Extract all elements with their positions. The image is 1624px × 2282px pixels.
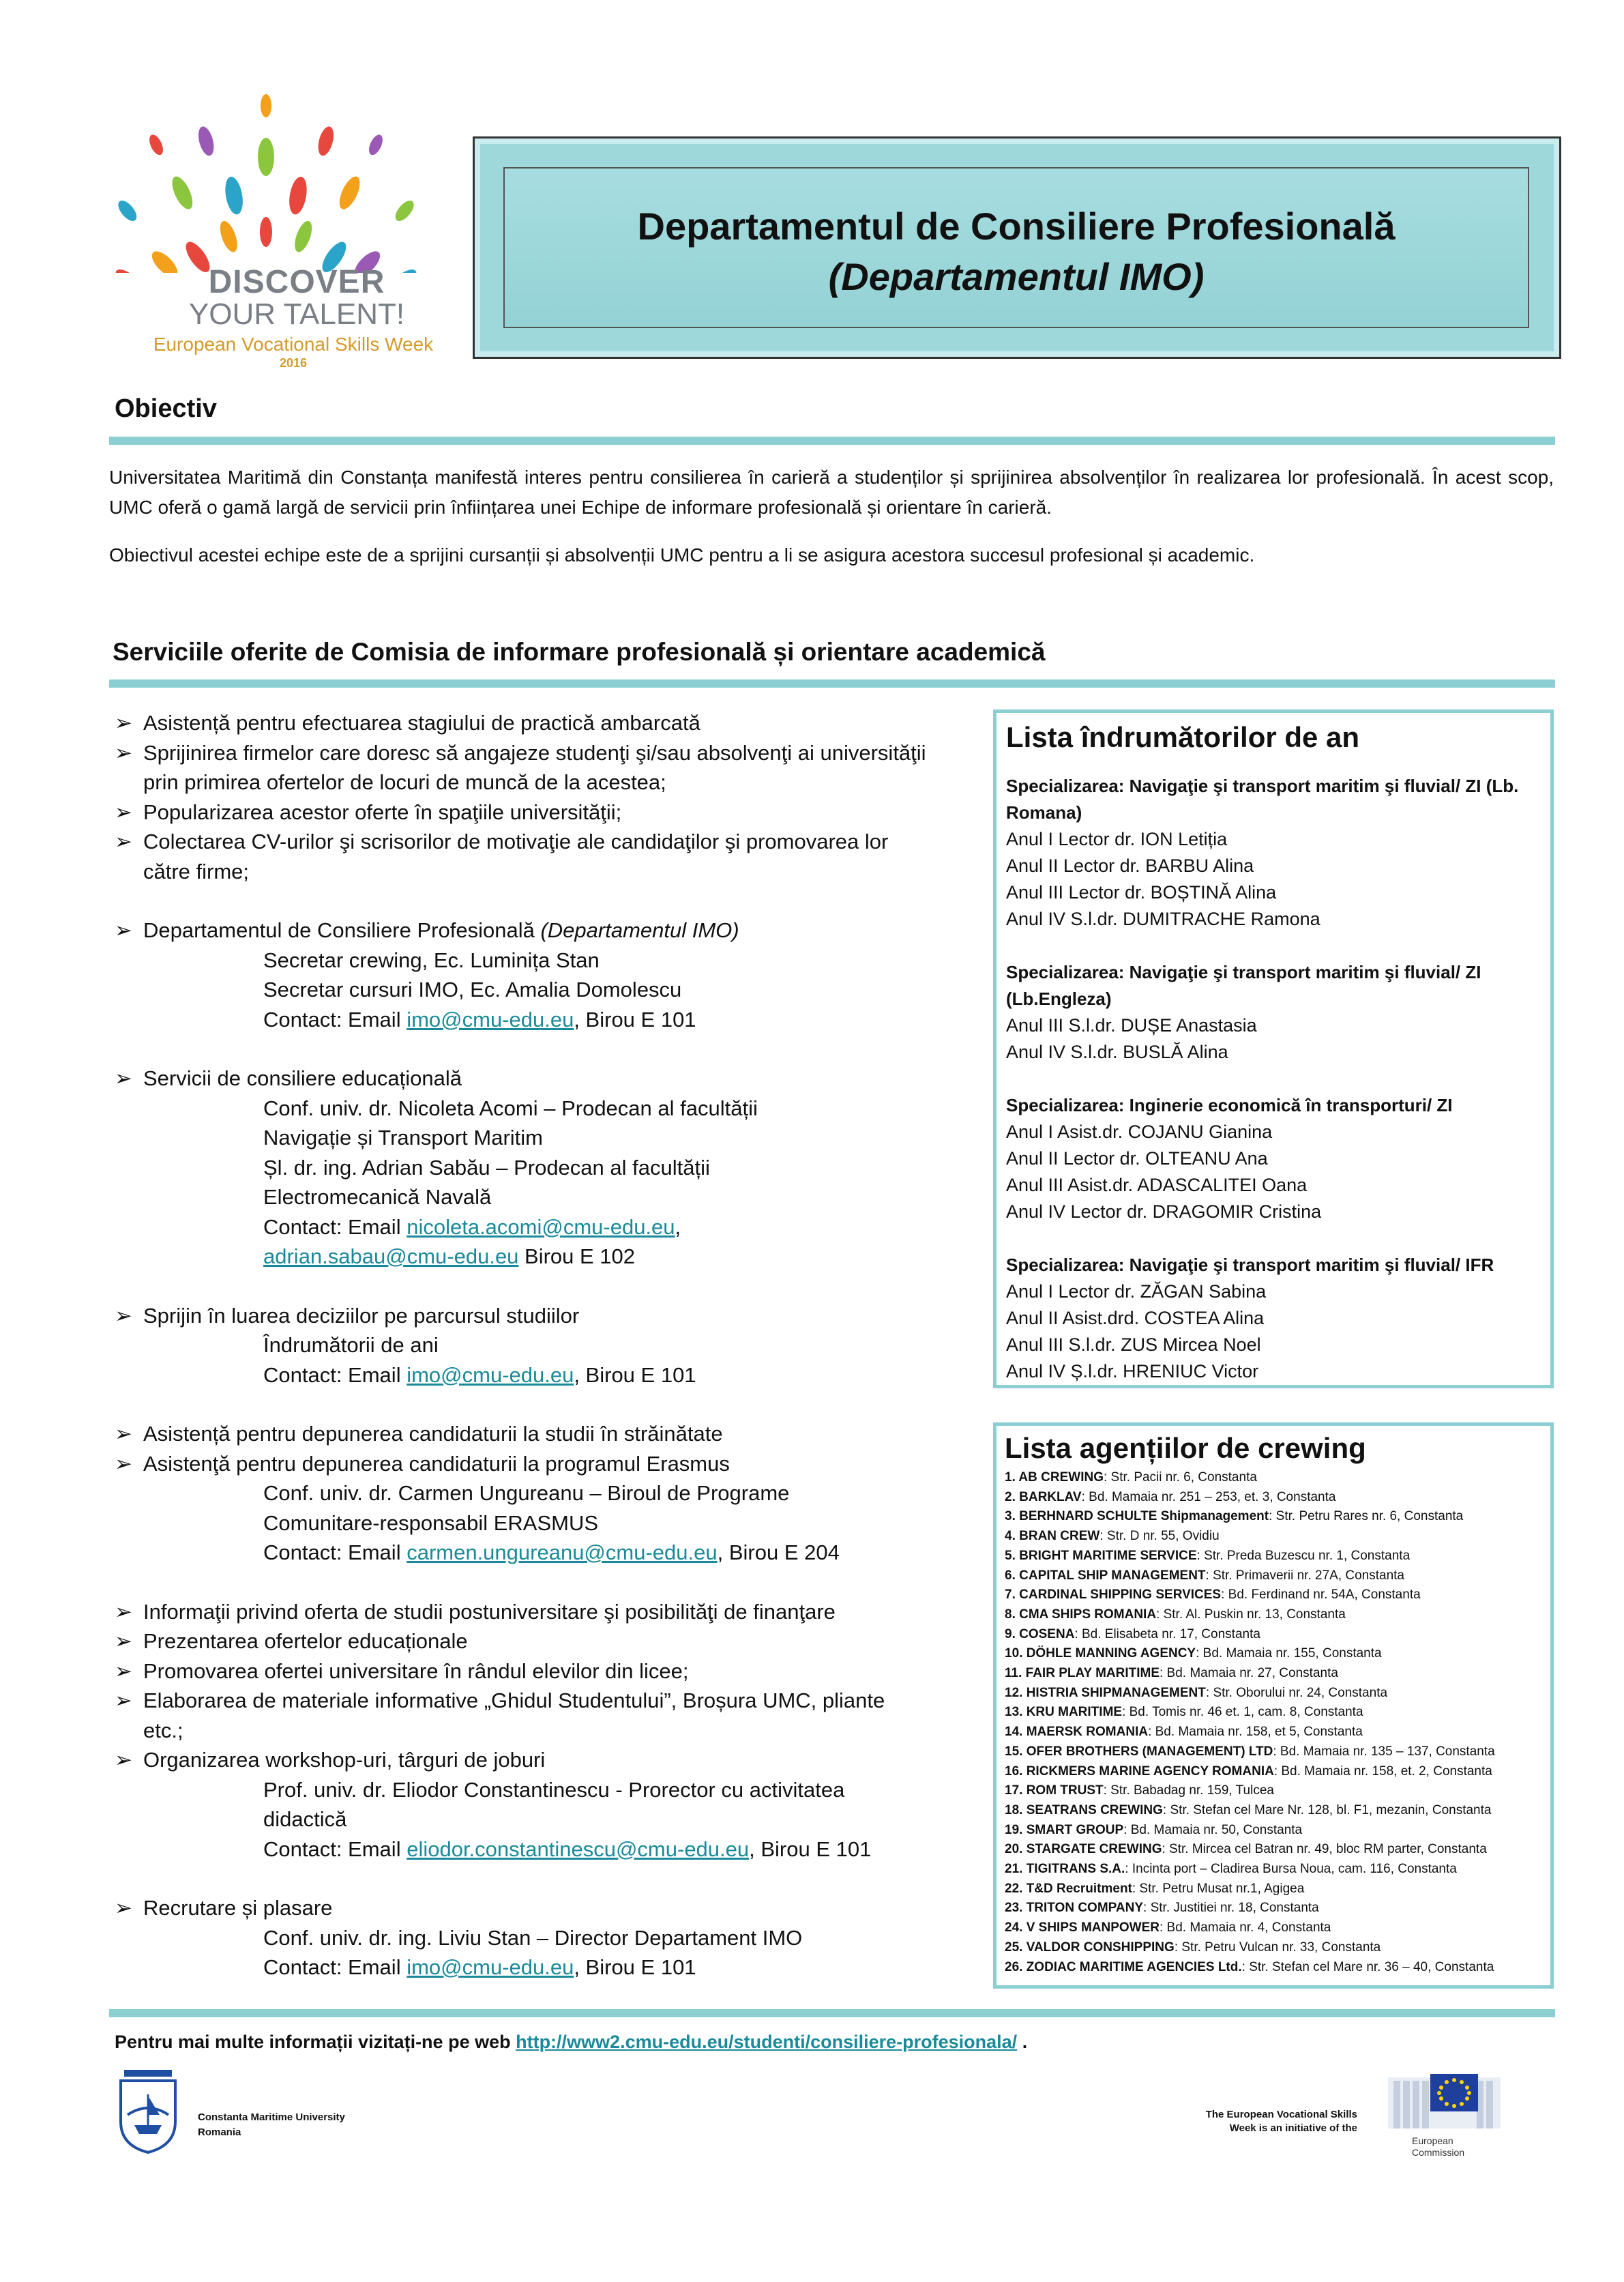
list-item: 20. STARGATE CREWING: Str. Mircea cel Batran nr. 49, bloc RM parter, Constanta xyxy=(1005,1842,1487,1857)
arrow-bullet-icon: ➢ xyxy=(115,1422,132,1446)
list-item: 3. BERHNARD SCHULTE Shipmanagement: Str. Petru Rares nr. 6, Constanta xyxy=(1005,1509,1464,1524)
list-item: 14. MAERSK ROMANIA: Bd. Mamaia nr. 158, et 5, Constanta xyxy=(1005,1725,1363,1740)
list-item: 18. SEATRANS CREWING: Str. Stefan cel Mare Nr. 128, bl. F1, mezanin, Constanta xyxy=(1005,1802,1492,1817)
tutor-group xyxy=(1006,959,1541,1066)
tutor-line: Anul II Asist.drd. COSTEA Alina xyxy=(1006,1308,1265,1328)
tutors-box xyxy=(993,710,1554,1388)
specialization-label: Specializarea: Navigaţie şi transport maritim şi fluvial/ IFR xyxy=(1006,1255,1494,1275)
arrow-bullet-icon: ➢ xyxy=(115,1599,132,1624)
list-item: 19. SMART GROUP: Bd. Mamaia nr. 50, Constanta xyxy=(1005,1822,1303,1837)
constantinescu-email-link[interactable]: eliodor.constantinescu@cmu-edu.eu xyxy=(407,1837,750,1861)
staff-line: Conf. univ. dr. Carmen Ungureanu – Biroul de Programe Comunitare-responsabil ERASMUS xyxy=(263,1481,790,1535)
list-item: 21. TIGITRANS S.A.: Incinta port – Cladirea Bursa Noua, cam. 116, Constanta xyxy=(1005,1862,1457,1877)
tutor-line: Anul III Lector dr. BOȘTINĂ Alina xyxy=(1006,882,1277,903)
logo-line-talent: YOUR TALENT! xyxy=(188,297,405,331)
list-item: ➢ Recrutare și plasare xyxy=(115,1893,933,1923)
title-banner xyxy=(473,136,1561,359)
arrow-bullet-icon: ➢ xyxy=(115,918,132,942)
list-item: 6. CAPITAL SHIP MANAGEMENT: Str. Primaverii nr. 27A, Constanta xyxy=(1005,1568,1404,1583)
list-item: ➢ Popularizarea acestor oferte în spaţiile universităţii; xyxy=(115,798,933,828)
evsw-caption: The European Vocational Skills Week is an initiative of the xyxy=(1205,2109,1357,2134)
specialization-label: Specializarea: Inginerie economică în transporturi/ ZI xyxy=(1006,1095,1453,1115)
list-item: 16. RICKMERS MARINE AGENCY ROMANIA: Bd. Mamaia nr. 158, et. 2, Constanta xyxy=(1005,1764,1492,1779)
staff-line: Conf. univ. dr. Nicoleta Acomi – Prodecan al facultății Navigație și Transport Maritim xyxy=(263,1096,758,1150)
imo-email-link[interactable]: imo@cmu-edu.eu xyxy=(407,1362,574,1387)
acomi-email-link[interactable]: nicoleta.acomi@cmu-edu.eu xyxy=(407,1214,675,1239)
tutor-line: Anul III S.l.dr. ZUS Mircea Noel xyxy=(1006,1334,1261,1355)
tutor-line: Anul IV S.l.dr. DUMITRACHE Ramona xyxy=(1006,909,1320,929)
page-title: Departamentul de Consiliere Profesională xyxy=(637,205,1396,248)
ungureanu-email-link[interactable]: carmen.ungureanu@cmu-edu.eu xyxy=(407,1540,718,1564)
list-item: 2. BARKLAV: Bd. Mamaia nr. 251 – 253, et. 3, Constanta xyxy=(1005,1489,1336,1504)
logo-line-week: European Vocational Skills Week xyxy=(153,334,434,355)
arrow-bullet-icon: ➢ xyxy=(115,800,132,824)
imo-email-link[interactable]: imo@cmu-edu.eu xyxy=(407,1955,574,1979)
list-item: ➢ Servicii de consiliere educațională xyxy=(115,1064,933,1094)
contact-line: Contact: Email imo@cmu-edu.eu, Birou E 101 xyxy=(263,1955,696,1979)
tutor-line: Anul II Lector dr. OLTEANU Ana xyxy=(1006,1148,1268,1169)
list-item: 13. KRU MARITIME: Bd. Tomis nr. 46 et. 1, cam. 8, Constanta xyxy=(1005,1705,1363,1720)
list-item: ➢ Asistență pentru efectuarea stagiului de practică ambarcată xyxy=(115,708,933,738)
tutor-line: Anul II Lector dr. BARBU Alina xyxy=(1006,855,1254,876)
logo-line-discover: DISCOVER xyxy=(208,264,385,300)
tutor-group xyxy=(1006,773,1541,933)
list-item: ➢ Informaţii privind oferta de studii postuniversitare şi posibilităţi de finanţare xyxy=(115,1597,933,1627)
contact-line: Contact: Email eliodor.constantinescu@cmu-edu.eu, Birou E 101 xyxy=(263,1837,872,1861)
specialization-label: Specializarea: Navigaţie şi transport maritim şi fluvial/ ZI (Lb. Romana) xyxy=(1006,776,1519,823)
umc-crest-icon xyxy=(117,2067,179,2154)
objective-paragraph-2: Obiectivul acestei echipe este de a sprijini cursanții și absolvenții UMC pentru a li se asigura acestora succesul profesional și academic. xyxy=(109,544,1255,566)
european-commission-logo xyxy=(1388,2067,1501,2159)
list-item: 7. CARDINAL SHIPPING SERVICES: Bd. Ferdinand nr. 54A, Constanta xyxy=(1005,1588,1421,1603)
contact-line: Contact: Email imo@cmu-edu.eu, Birou E 101 xyxy=(263,1007,696,1032)
contact-line: Contact: Email carmen.ungureanu@cmu-edu.eu, Birou E 204 xyxy=(263,1540,840,1564)
arrow-bullet-icon: ➢ xyxy=(115,1451,132,1476)
list-item: ➢ Promovarea ofertei universitare în rândul elevilor din licee; xyxy=(115,1656,933,1686)
footer-info: Pentru mai multe informații vizitați-ne pe web http://www2.cmu-edu.eu/studenti/consiliere-profesionala/ . xyxy=(115,2032,1028,2052)
objective-divider xyxy=(109,437,1555,445)
arrow-bullet-icon: ➢ xyxy=(115,1658,132,1683)
arrow-bullet-icon: ➢ xyxy=(115,1896,132,1920)
list-item: ➢ Asistență pentru depunerea candidaturii la studii în străinătate xyxy=(115,1419,933,1449)
list-item: ➢ Colectarea CV-urilor şi scrisorilor de motivaţie ale candidaţilor şi promovarea lor către firme; xyxy=(115,827,933,886)
tutor-group xyxy=(1006,1252,1541,1385)
list-item: 11. FAIR PLAY MARITIME: Bd. Mamaia nr. 27, Constanta xyxy=(1005,1666,1338,1681)
objective-paragraph-1: Universitatea Maritimă din Constanța manifestă interes pentru consilierea în carieră a studenților și sprijinirea absolvenților în realizarea lor profesională. În acest scop, UMC oferă o gamă largă de servicii prin înființarea unei Echipe de informare profesională și orientare în carieră. xyxy=(109,467,1554,518)
arrow-bullet-icon: ➢ xyxy=(115,740,132,765)
arrow-bullet-icon: ➢ xyxy=(115,830,132,853)
umc-caption: Constanta Maritime University Romania xyxy=(198,2111,345,2138)
page-subtitle: (Departamentul IMO) xyxy=(828,255,1205,298)
crewing-box xyxy=(993,1422,1554,1989)
list-item: 25. VALDOR CONSHIPPING: Str. Petru Vulcan nr. 33, Constanta xyxy=(1005,1940,1381,1955)
tutor-line: Anul I Lector dr. ZĂGAN Sabina xyxy=(1006,1281,1267,1302)
logo-line-year: 2016 xyxy=(279,356,308,370)
list-item: ➢ Organizarea workshop-uri, târguri de joburi xyxy=(115,1745,933,1775)
services-divider xyxy=(109,679,1555,688)
ec-caption: European Commission xyxy=(1412,2135,1465,2158)
list-item: 24. V SHIPS MANPOWER: Bd. Mamaia nr. 4, Constanta xyxy=(1005,1920,1331,1935)
staff-line: Conf. univ. dr. ing. Liviu Stan – Director Departament IMO xyxy=(263,1925,803,1950)
tutor-line: Anul I Lector dr. ION Letiția xyxy=(1006,829,1228,849)
services-list xyxy=(115,708,933,1983)
arrow-bullet-icon: ➢ xyxy=(115,1303,132,1328)
staff-line: Îndrumătorii de ani xyxy=(263,1333,439,1357)
website-link[interactable]: http://www2.cmu-edu.eu/studenti/consiliere-profesionala/ xyxy=(516,2032,1018,2052)
tutor-line: Anul III S.l.dr. DUȘE Anastasia xyxy=(1006,1015,1257,1036)
list-item: ➢ Asistenţă pentru depunerea candidaturii la programul Erasmus xyxy=(115,1449,933,1479)
list-item: 1. AB CREWING: Str. Pacii nr. 6, Constanta xyxy=(1005,1470,1257,1484)
agency-list xyxy=(1005,1468,1542,1977)
tutor-line: Anul I Asist.dr. COJANU Gianina xyxy=(1006,1122,1273,1142)
title-inner-panel xyxy=(503,167,1529,328)
list-item: 8. CMA SHIPS ROMANIA: Str. Al. Puskin nr. 13, Constanta xyxy=(1005,1607,1346,1622)
tutor-line: Anul IV Lector dr. DRAGOMIR Cristina xyxy=(1006,1201,1322,1222)
list-item: 4. BRAN CREW: Str. D nr. 55, Ovidiu xyxy=(1005,1529,1220,1544)
sabau-email-link[interactable]: adrian.sabau@cmu-edu.eu xyxy=(263,1244,519,1268)
arrow-bullet-icon: ➢ xyxy=(115,711,132,735)
footer-divider xyxy=(109,2009,1555,2017)
list-item: 5. BRIGHT MARITIME SERVICE: Str. Preda Buzescu nr. 1, Constanta xyxy=(1005,1548,1411,1563)
staff-line: Secretar cursuri IMO, Ec. Amalia Domolescu xyxy=(263,978,682,1001)
services-heading: Serviciile oferite de Comisia de informare profesională și orientare academică xyxy=(113,638,1046,666)
list-item: 15. OFER BROTHERS (MANAGEMENT) LTD: Bd. Mamaia nr. 135 – 137, Constanta xyxy=(1005,1744,1495,1759)
arrow-bullet-icon: ➢ xyxy=(115,1066,132,1090)
list-item: 26. ZODIAC MARITIME AGENCIES Ltd.: Str. Stefan cel Mare nr. 36 – 40, Constanta xyxy=(1005,1959,1494,1974)
specialization-label: Specializarea: Navigaţie şi transport maritim şi fluvial/ ZI (Lb.Engleza) xyxy=(1006,962,1481,1009)
list-item: 23. TRITON COMPANY: Str. Justitiei nr. 18, Constanta xyxy=(1005,1901,1319,1916)
crewing-heading: Lista agențiilor de crewing xyxy=(1005,1432,1366,1464)
tutor-line: Anul III Asist.dr. ADASCALITEI Oana xyxy=(1006,1175,1308,1195)
tutors-heading: Lista îndrumătorilor de an xyxy=(1006,721,1360,753)
list-item: ➢ Elaborarea de materiale informative „Ghidul Studentului”, Broșura UMC, pliante etc.; xyxy=(115,1686,933,1745)
tutor-line: Anul IV Ș.l.dr. HRENIUC Victor xyxy=(1006,1361,1259,1381)
staff-line: Șl. dr. ing. Adrian Sabău – Prodecan al facultății Electromecanică Navală xyxy=(263,1155,710,1209)
list-item: ➢ Sprijinirea firmelor care doresc să angajeze studenţi şi/sau absolvenţi ai universităţii prin primirea ofertelor de locuri de muncă de la acestea; xyxy=(115,738,933,798)
list-item: 12. HISTRIA SHIPMANAGEMENT: Str. Oborului nr. 24, Constanta xyxy=(1005,1685,1388,1700)
list-item: 17. ROM TRUST: Str. Babadag nr. 159, Tulcea xyxy=(1005,1783,1274,1798)
contact-line: Contact: Email nicoleta.acomi@cmu-edu.eu, adrian.sabau@cmu-edu.eu Birou E 102 xyxy=(263,1214,681,1268)
list-item: 10. DÖHLE MANNING AGENCY: Bd. Mamaia nr. 155, Constanta xyxy=(1005,1646,1382,1661)
list-item: ➢ Departamentul de Consiliere Profesională (Departamentul IMO) xyxy=(115,916,933,946)
list-item: ➢ Prezentarea ofertelor educaționale xyxy=(115,1626,933,1656)
tutor-line: Anul IV S.l.dr. BUSLĂ Alina xyxy=(1006,1042,1228,1062)
staff-line: Secretar crewing, Ec. Luminița Stan xyxy=(263,948,600,972)
tutor-group xyxy=(1006,1092,1541,1225)
list-item: 22. T&D Recruitment: Str. Petru Musat nr.1, Agigea xyxy=(1005,1881,1305,1896)
imo-email-link[interactable]: imo@cmu-edu.eu xyxy=(407,1007,574,1032)
arrow-bullet-icon: ➢ xyxy=(115,1748,132,1772)
objective-heading: Obiectiv xyxy=(115,394,217,423)
contact-line: Contact: Email imo@cmu-edu.eu, Birou E 101 xyxy=(263,1362,696,1387)
list-item: 9. COSENA: Bd. Elisabeta nr. 17, Constanta xyxy=(1005,1626,1260,1641)
arrow-bullet-icon: ➢ xyxy=(115,1629,132,1653)
list-item: ➢ Sprijin în luarea deciziilor pe parcursul studiilor xyxy=(115,1301,933,1331)
discover-talent-logo xyxy=(109,75,434,375)
staff-line: Prof. univ. dr. Eliodor Constantinescu - Prorector cu activitatea didactică xyxy=(263,1777,845,1831)
leaves-icon xyxy=(109,75,423,273)
arrow-bullet-icon: ➢ xyxy=(115,1688,132,1712)
